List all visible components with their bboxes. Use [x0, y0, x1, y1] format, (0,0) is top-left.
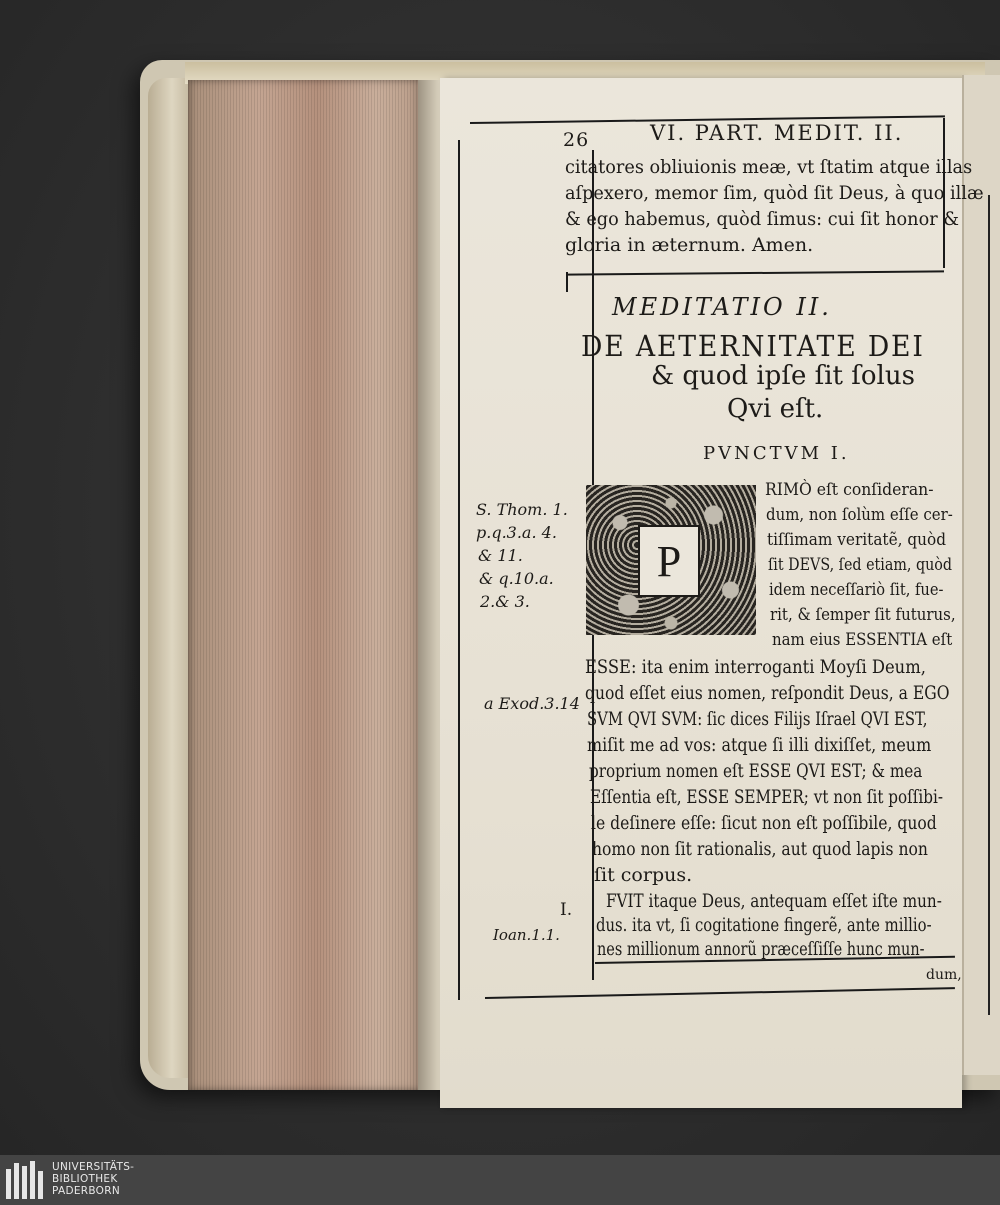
- text-line: aſpexero, memor ſim, quòd ſit Deus, à quo illæ: [565, 182, 984, 204]
- facing-page-edge: [962, 75, 1000, 1075]
- margin-note: I.: [560, 900, 573, 920]
- margin-note: & 11.: [478, 546, 523, 565]
- library-footer: [0, 1155, 1000, 1205]
- text-line: dum, non ſolùm eſſe cer-: [766, 505, 953, 525]
- text-line: tiſſimam veritatẽ, quòd: [767, 530, 947, 550]
- section-heading: DE AETERNITATE DEI: [581, 329, 925, 363]
- library-bars-logo-icon: [6, 1161, 46, 1199]
- margin-note: Ioan.1.1.: [493, 926, 560, 944]
- book-spine: [148, 78, 188, 1078]
- text-line: rit, & ſemper ſit futurus,: [770, 605, 956, 625]
- margin-note: & q.10.a.: [479, 569, 554, 588]
- margin-note: S. Thom. 1.: [476, 500, 568, 519]
- text-line: gloria in æternum. Amen.: [565, 234, 814, 256]
- text-line: proprium nomen eſt ESSE QVI EST; & mea: [589, 760, 923, 782]
- ornamental-initial: [586, 485, 756, 635]
- catchword: dum,: [926, 967, 962, 983]
- punctum-heading: PVNCTVM I.: [703, 443, 850, 464]
- text-line: ſit DEVS, ſed etiam, quòd: [768, 555, 953, 575]
- library-name: [52, 1161, 134, 1197]
- text-line: FVIT itaque Deus, antequam eſſet iſte mun-: [606, 890, 942, 912]
- text-line: dus. ita vt, ſi cogitatione fingerẽ, ante millio-: [596, 914, 932, 936]
- initial-letter-box: [638, 525, 700, 597]
- section-subheading: & quod ipſe ſit ſolus: [651, 361, 915, 391]
- text-line: idem neceſſariò ſit, fue-: [769, 580, 944, 600]
- library-name-line: BIBLIOTHEK: [52, 1173, 118, 1185]
- text-line: nes millionum annorũ præceſſiſſe hunc mun-: [597, 938, 925, 960]
- initial-letter: P: [656, 536, 682, 586]
- margin-note: p.q.3.a. 4.: [476, 523, 557, 542]
- meditatio-title: MEDITATIO II.: [612, 293, 832, 321]
- text-line: ſit corpus.: [594, 864, 693, 886]
- running-head: VI. PART. MEDIT. II.: [650, 121, 904, 145]
- margin-note: a Exod.3.14: [484, 694, 580, 713]
- frame-outer-rule: [458, 140, 460, 1000]
- page-fore-edge: [188, 80, 423, 1090]
- section-subheading-2: Qvi eſt.: [727, 394, 824, 424]
- text-line: citatores obliuionis meæ, vt ſtatim atque illas: [565, 156, 973, 178]
- text-line: quod eſſet eius nomen, reſpondit Deus, a EGO: [585, 682, 950, 704]
- text-line: RIMÒ eſt conſideran-: [765, 480, 934, 500]
- text-line: Eſſentia eſt, ESSE SEMPER; vt non ſit poſſibi-: [590, 786, 943, 808]
- library-name-line: UNIVERSITÄTS-: [52, 1161, 135, 1173]
- text-line: homo non ſit rationalis, aut quod lapis non: [592, 838, 928, 860]
- text-line: & ego habemus, quòd ſimus: cui ſit honor &: [565, 208, 960, 230]
- text-line: SVM QVI SVM: ſic dices Filijs Iſrael QVI EST,: [587, 708, 928, 730]
- text-line: ESSE: ita enim interroganti Moyſi Deum,: [585, 656, 926, 678]
- title-box-left-rule: [566, 272, 568, 292]
- page-number: 26: [563, 129, 590, 151]
- library-name-line: PADERBORN: [52, 1185, 120, 1197]
- text-line: le deſinere eſſe: ſicut non eſt poſſibile, quod: [591, 812, 937, 834]
- margin-note: 2.& 3.: [480, 592, 530, 611]
- text-line: miſit me ad vos: atque ſi illi dixiſſet, meum: [587, 734, 932, 756]
- text-line: nam eius ESSENTIA eſt: [772, 630, 953, 650]
